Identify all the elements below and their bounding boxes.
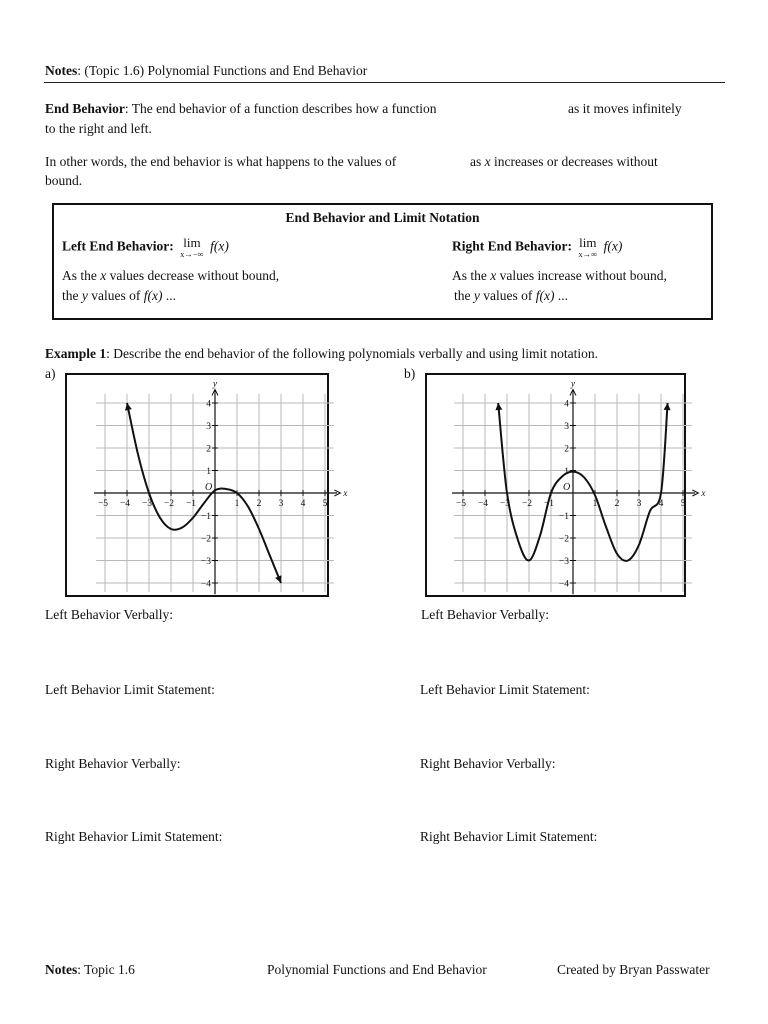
part-b-label: b) <box>404 366 416 381</box>
other-words-text-b: as <box>470 154 482 169</box>
y-tick-label: 1 <box>564 467 569 477</box>
other-words-line-b <box>470 154 658 170</box>
x-tick-label: −3 <box>141 499 153 509</box>
definition-text-a: : The end behavior of a function describes how a function <box>124 101 437 116</box>
curve-left-arrow <box>125 403 132 411</box>
y-tick-label: 2 <box>564 444 569 455</box>
header-divider <box>44 82 725 83</box>
y-tick-label: −2 <box>558 534 569 545</box>
header-title: : (Topic 1.6) Polynomial Functions and End Behavior <box>77 63 368 78</box>
left-description-line-1: As the x values decrease without bound, <box>62 268 280 283</box>
x-tick-label: 4 <box>658 499 664 509</box>
x-axis-label: x <box>701 488 706 498</box>
footer-notes-label: Notes <box>45 962 78 977</box>
y-tick-label: −4 <box>558 579 569 590</box>
other-words-text-c: increases or decreases without <box>494 154 658 169</box>
graph-a-frame <box>65 373 348 597</box>
origin-label: O <box>563 482 571 493</box>
right-verbal-prompt-b: Right Behavior Verbally: <box>420 756 556 771</box>
y-axis-label: y <box>213 378 217 389</box>
x-tick-label: 2 <box>614 499 620 509</box>
right-end-label: Right End Behavior <box>452 238 568 254</box>
graph-b-frame <box>425 373 706 597</box>
right-limit-prompt-b: Right Behavior Limit Statement: <box>420 829 598 844</box>
y-tick-label: −2 <box>200 534 211 545</box>
y-tick-label: −1 <box>200 512 211 522</box>
definition-text-c: to the right and left. <box>45 121 152 136</box>
x-tick-label: 3 <box>636 499 642 509</box>
y-tick-label: 3 <box>206 422 211 432</box>
curve-left-arrow <box>495 403 502 410</box>
right-description-line-1: As the x values increase without bound, <box>452 268 667 283</box>
right-limit-function: f(x) <box>603 238 623 254</box>
left-limit-operator: lim x→−∞ <box>180 235 204 259</box>
y-tick-label: −3 <box>558 557 569 567</box>
x-tick-label: −4 <box>119 499 131 509</box>
definition-text-b: as it moves infinitely <box>568 101 682 116</box>
notation-box-title <box>52 210 713 226</box>
footer-left <box>45 962 135 978</box>
example-heading <box>45 346 598 362</box>
example-label: Example 1 <box>45 346 107 361</box>
y-tick-label: 4 <box>206 399 211 410</box>
y-tick-label: −1 <box>558 512 569 522</box>
right-limit-prompt-a: Right Behavior Limit Statement: <box>45 829 223 844</box>
y-tick-label: −3 <box>200 557 211 567</box>
graph-a <box>67 375 348 595</box>
page-header <box>45 63 367 79</box>
right-description-line-2: the y values of f(x) ... <box>454 288 568 303</box>
y-tick-label: 3 <box>564 422 569 432</box>
x-tick-label: −4 <box>477 499 489 509</box>
footer-title: Polynomial Functions and End Behavior <box>267 962 487 977</box>
definition-line-1 <box>45 101 437 117</box>
x-tick-label: −1 <box>185 499 197 509</box>
x-tick-label: 1 <box>592 499 598 509</box>
notation-title-text: End Behavior and Limit Notation <box>285 210 480 225</box>
curve-right-arrow <box>664 403 671 410</box>
x-tick-label: 3 <box>278 499 284 509</box>
y-tick-label: 2 <box>206 444 211 455</box>
var-x: x <box>484 154 491 169</box>
example-text: : Describe the end behavior of the following polynomials verbally and using limit notation. <box>106 346 599 361</box>
x-tick-label: −2 <box>521 499 533 509</box>
y-tick-label: 1 <box>206 467 211 477</box>
left-end-behavior-heading: Left End Behavior: lim x→−∞ f(x) <box>62 235 229 259</box>
footer-credit: Created by Bryan Passwater <box>557 962 710 977</box>
left-verbal-prompt-a: Left Behavior Verbally: <box>45 607 173 622</box>
notes-label: Notes <box>45 63 78 78</box>
x-tick-label: 2 <box>256 499 262 509</box>
x-tick-label: −5 <box>455 499 467 509</box>
other-words-text-d: bound. <box>45 173 83 188</box>
x-tick-label: 4 <box>300 499 306 509</box>
x-tick-label: −3 <box>499 499 511 509</box>
graph-b <box>427 375 706 595</box>
definition-term: End Behavior <box>45 101 125 116</box>
y-tick-label: −4 <box>200 579 211 590</box>
part-a-label: a) <box>45 366 56 381</box>
y-axis-label: y <box>571 378 575 389</box>
left-limit-prompt-b: Left Behavior Limit Statement: <box>420 682 590 697</box>
function-curve <box>498 403 667 561</box>
x-tick-label: −5 <box>97 499 109 509</box>
right-limit-operator: lim x→∞ <box>578 235 598 259</box>
left-description-line-2: the y values of f(x) ... <box>62 288 176 303</box>
x-tick-label: 5 <box>322 499 328 509</box>
left-end-label: Left End Behavior <box>62 238 170 254</box>
x-tick-label: 1 <box>234 499 240 509</box>
other-words-text-a: In other words, the end behavior is what happens to the values of <box>45 154 397 169</box>
y-tick-label: 4 <box>564 399 569 410</box>
left-limit-function: f(x) <box>210 238 229 254</box>
x-tick-label: −1 <box>543 499 555 509</box>
x-axis-label: x <box>343 488 348 498</box>
right-end-behavior-heading: Right End Behavior: lim x→∞ f(x) <box>452 235 623 259</box>
left-limit-prompt-a: Left Behavior Limit Statement: <box>45 682 215 697</box>
x-tick-label: 5 <box>680 499 686 509</box>
left-verbal-prompt-b: Left Behavior Verbally: <box>421 607 549 622</box>
x-tick-label: −2 <box>163 499 175 509</box>
origin-label: O <box>205 482 213 493</box>
right-verbal-prompt-a: Right Behavior Verbally: <box>45 756 181 771</box>
footer-topic: : Topic 1.6 <box>77 962 135 977</box>
